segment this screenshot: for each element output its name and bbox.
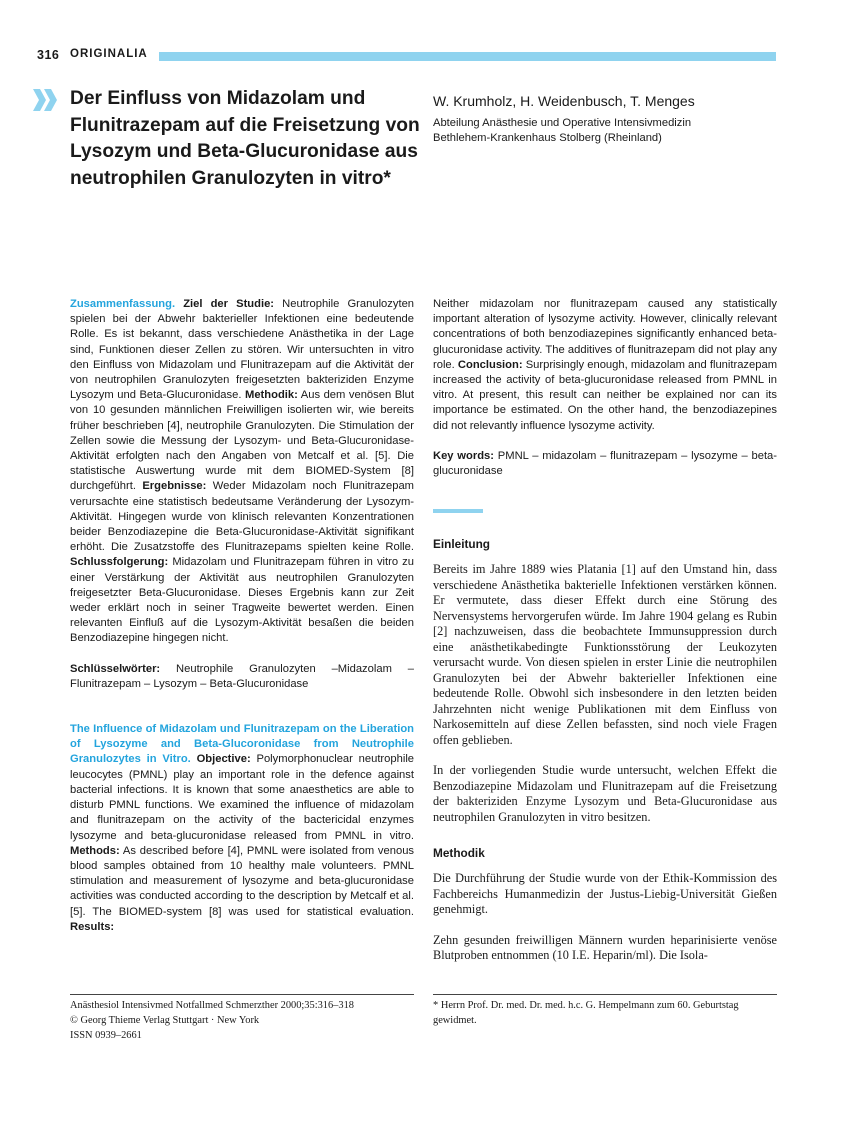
methods-text: Aus dem venösen Blut von 10 gesunden männlichen Freiwilligen isolierten wir, wie bereits früher beschrieben [4], neutrophile Granulozyten. Die Stimulation der Zellen sowie die Messung der Lysozym- und Beta-Glucuronidase-Aktivität erfolgten nach den Angaben von Metcalf et al. [5]. Die statistische Auswertung wurde mit dem BIOMED-System [8] durchgeführt. [70, 389, 414, 493]
aim-text: Neutrophile Granulozyten spielen bei der Abwehr bakterieller Infektionen eine bedeutende Rolle. Es ist bekannt, dass verschiedene Anästhetika in der Lage sind, Funktionen dieser Zellen zu stören. Wir untersuchten in vitro den Einfluss von Midazolam und Flunitrazepam auf die Aktivität der von neutrophilen Granulozyten freigesetzten bakteriziden Enzyme Lysozym und Beta-Glucuronidase. [70, 298, 415, 402]
publisher: © Georg Thieme Verlag Stuttgart · New York [70, 1015, 260, 1026]
results-label: Results: [70, 920, 115, 933]
results-label: Ergebnisse: [142, 480, 207, 493]
chevron-right-icon [33, 87, 59, 113]
body-paragraph: Zehn gesunden freiwilligen Männern wurden heparinisierte venöse Blutproben entnommen (10 I.E. Heparin/ml). Die Isola- [433, 932, 777, 963]
affiliation-line: Abteilung Anästhesie und Operative Intensivmedizin [433, 117, 692, 129]
results-text: Neither midazolam nor flunitrazepam caused any statistically important alteration of lysozyme activity. However, clinically relevant concentrations of both benzodiazepines significantly enhanced beta-glucuronidase activity. The additives of flunitrazepam did not play any role. [433, 298, 777, 371]
section-divider [433, 509, 483, 513]
abstract-en [70, 722, 414, 935]
abstract-en-continued [433, 297, 777, 434]
body-paragraph: Die Durchführung der Studie wurde von der Ethik-Kommission des Fachbereichs Humanmedizin der Justus-Liebig-Universität Gießen genehmigt. [433, 871, 777, 917]
results-text: Weder Midazolam noch Flunitrazepam verursachte eine statistisch bedeutsame Veränderung der Lysozym-Aktivität. Hingegen wurde von klinisch relevanten Konzentrationen beider Benzodiazepine die Beta-Glucuronidase-Aktivität signifikant erhöht. Die Zusatzstoffe des Flunitrazepams spielten keine Rolle. [70, 480, 414, 554]
footer-rule [433, 994, 777, 995]
keywords-label: Schlüsselwörter: [70, 662, 161, 675]
methods-text: As described before [4], PMNL were isolated from venous blood samples obtained from 10 healthy male volunteers. PMNL stimulation and measurement of lysozyme and beta-glucuronidase activities was conducted according to the description by Metcalf et al. [5]. The BIOMED-system [8] was used for statistical evaluation. [70, 844, 415, 918]
keywords-text: PMNL – midazolam – flunitrazepam – lysozyme – beta-glucuronidase [433, 449, 777, 478]
objective-label: Objective: [196, 753, 251, 766]
keywords-de [70, 662, 414, 692]
keywords-label: Key words: [433, 449, 494, 462]
header-rule [159, 52, 776, 61]
keywords-text: Neutrophile Granulozyten –Midazolam – Flunitrazepam – Lysozym – Beta-Glucuronidase [70, 662, 414, 690]
body-paragraph: Bereits im Jahre 1889 wies Platania [1] auf den Umstand hin, dass verschiedene Anästhetika bakterielle Infektionen verstärken können. Er vermutete, dass dieser Effekt durch eine Störung des Nervensystems hervorgerufen würde. Im Jahre 1904 gelang es Rubin [2] nachzuweisen, dass die beobachtete Immunsuppression durch eine anästhetikabedingte Funktionsstörung der Leukozyten verursacht wurde. Von diesen spielen in erster Linie die neutrophilen Granulozyten bei der Abwehr bakterieller Infektionen eine bedeutende Rolle. Obwohl sich insbesondere in den letzten beiden Jahrzehnten nicht wenige Publikationen mit dem Einfluss von Narkosemitteln auf diese Zellen befassten, sind noch viele Fragen offen geblieben. [433, 562, 777, 747]
section-heading: Methodik [433, 846, 485, 861]
methods-label: Methods: [70, 844, 120, 857]
methods-label: Methodik: [245, 389, 298, 402]
conclusion-text: Midazolam und Flunitrazepam führen in vitro zu einer Verstärkung der Aktivität aus neutrophilen Granulozyten freigesetzter Beta-Glucuronidase. Dieses Ergebnis kann zur Zeit weder erklärt noch in seiner Tragweite bewertet werden. Einen relevanten Einfluß auf die Lysozym-Aktivität besaßen die beiden Benzodiazepine hingegen nicht. [70, 556, 414, 645]
abstract-en-title: The Influence of Midazolam und Flunitrazepam on the Liberation of Lysozyme and Beta-Glucoronidase from Neutrophile Granulozytes in Vitro. [70, 723, 414, 766]
footnote-text: Herrn Prof. Dr. med. Dr. med. h.c. G. Hempelmann zum 60. Geburtstag gewidmet. [433, 1000, 739, 1026]
abstract-label: Zusammenfassung. [70, 298, 176, 310]
footer-citation-block [70, 998, 354, 1043]
authors: W. Krumholz, H. Weidenbusch, T. Menges [433, 93, 695, 109]
affiliation-line: Bethlehem-Krankenhaus Stolberg (Rheinland) [433, 132, 662, 144]
objective-text: Polymorphonuclear neutrophile leucocytes (PMNL) play an important role in the defence against bacterial infections. It is known that some anaesthetics are able to disturb PMNL functions. We examined the influence of midazolam and flunitrazepam on the activity of the bactericidal enzymes lysozyme and beta-glucuronidase released from PMNL in vitro. [70, 753, 415, 842]
conclusion-label: Schlussfolgerung: [70, 556, 169, 569]
citation: Anästhesiol Intensivmed Notfallmed Schmerzther 2000;35:316–318 [70, 1000, 354, 1011]
section-heading: Einleitung [433, 537, 491, 552]
page-number: 316 [37, 48, 60, 62]
footer-rule [70, 994, 414, 995]
section-label: ORIGINALIA [70, 48, 148, 60]
left-column [70, 297, 414, 935]
aim-label: Ziel der Studie: [183, 298, 275, 310]
conclusion-text: Surprisingly enough, midazolam and flunitrazepam increased the activity of beta-glucuronidase released from PMNL in vitro. At present, this result can neither be explained nor can its importance be estimated. On the other hand, the benzodiazepines did not relevantly influence lysozyme activity. [433, 358, 778, 432]
footnote-marker: * [433, 1000, 439, 1011]
keywords-en [433, 449, 777, 479]
article-title: Der Einfluss von Midazolam und Flunitrazepam auf die Freisetzung von Lysozym und Beta-Glucuronidase aus neutrophilen Granulozyten in vitro* [70, 88, 420, 189]
conclusion-label: Conclusion: [457, 358, 523, 371]
issn: ISSN 0939–2661 [70, 1030, 142, 1041]
body-paragraph: In der vorliegenden Studie wurde untersucht, welchen Effekt die Benzodiazepine Midazolam und Flunitrazepam auf die Freisetzung der bakteriziden Enzyme Lysozym und Beta-Glucuronidase aus neutrophilen Granulozyten in vitro besitzen. [433, 763, 777, 824]
right-column [433, 297, 777, 964]
abstract-de [70, 297, 414, 647]
footnote [433, 998, 783, 1028]
